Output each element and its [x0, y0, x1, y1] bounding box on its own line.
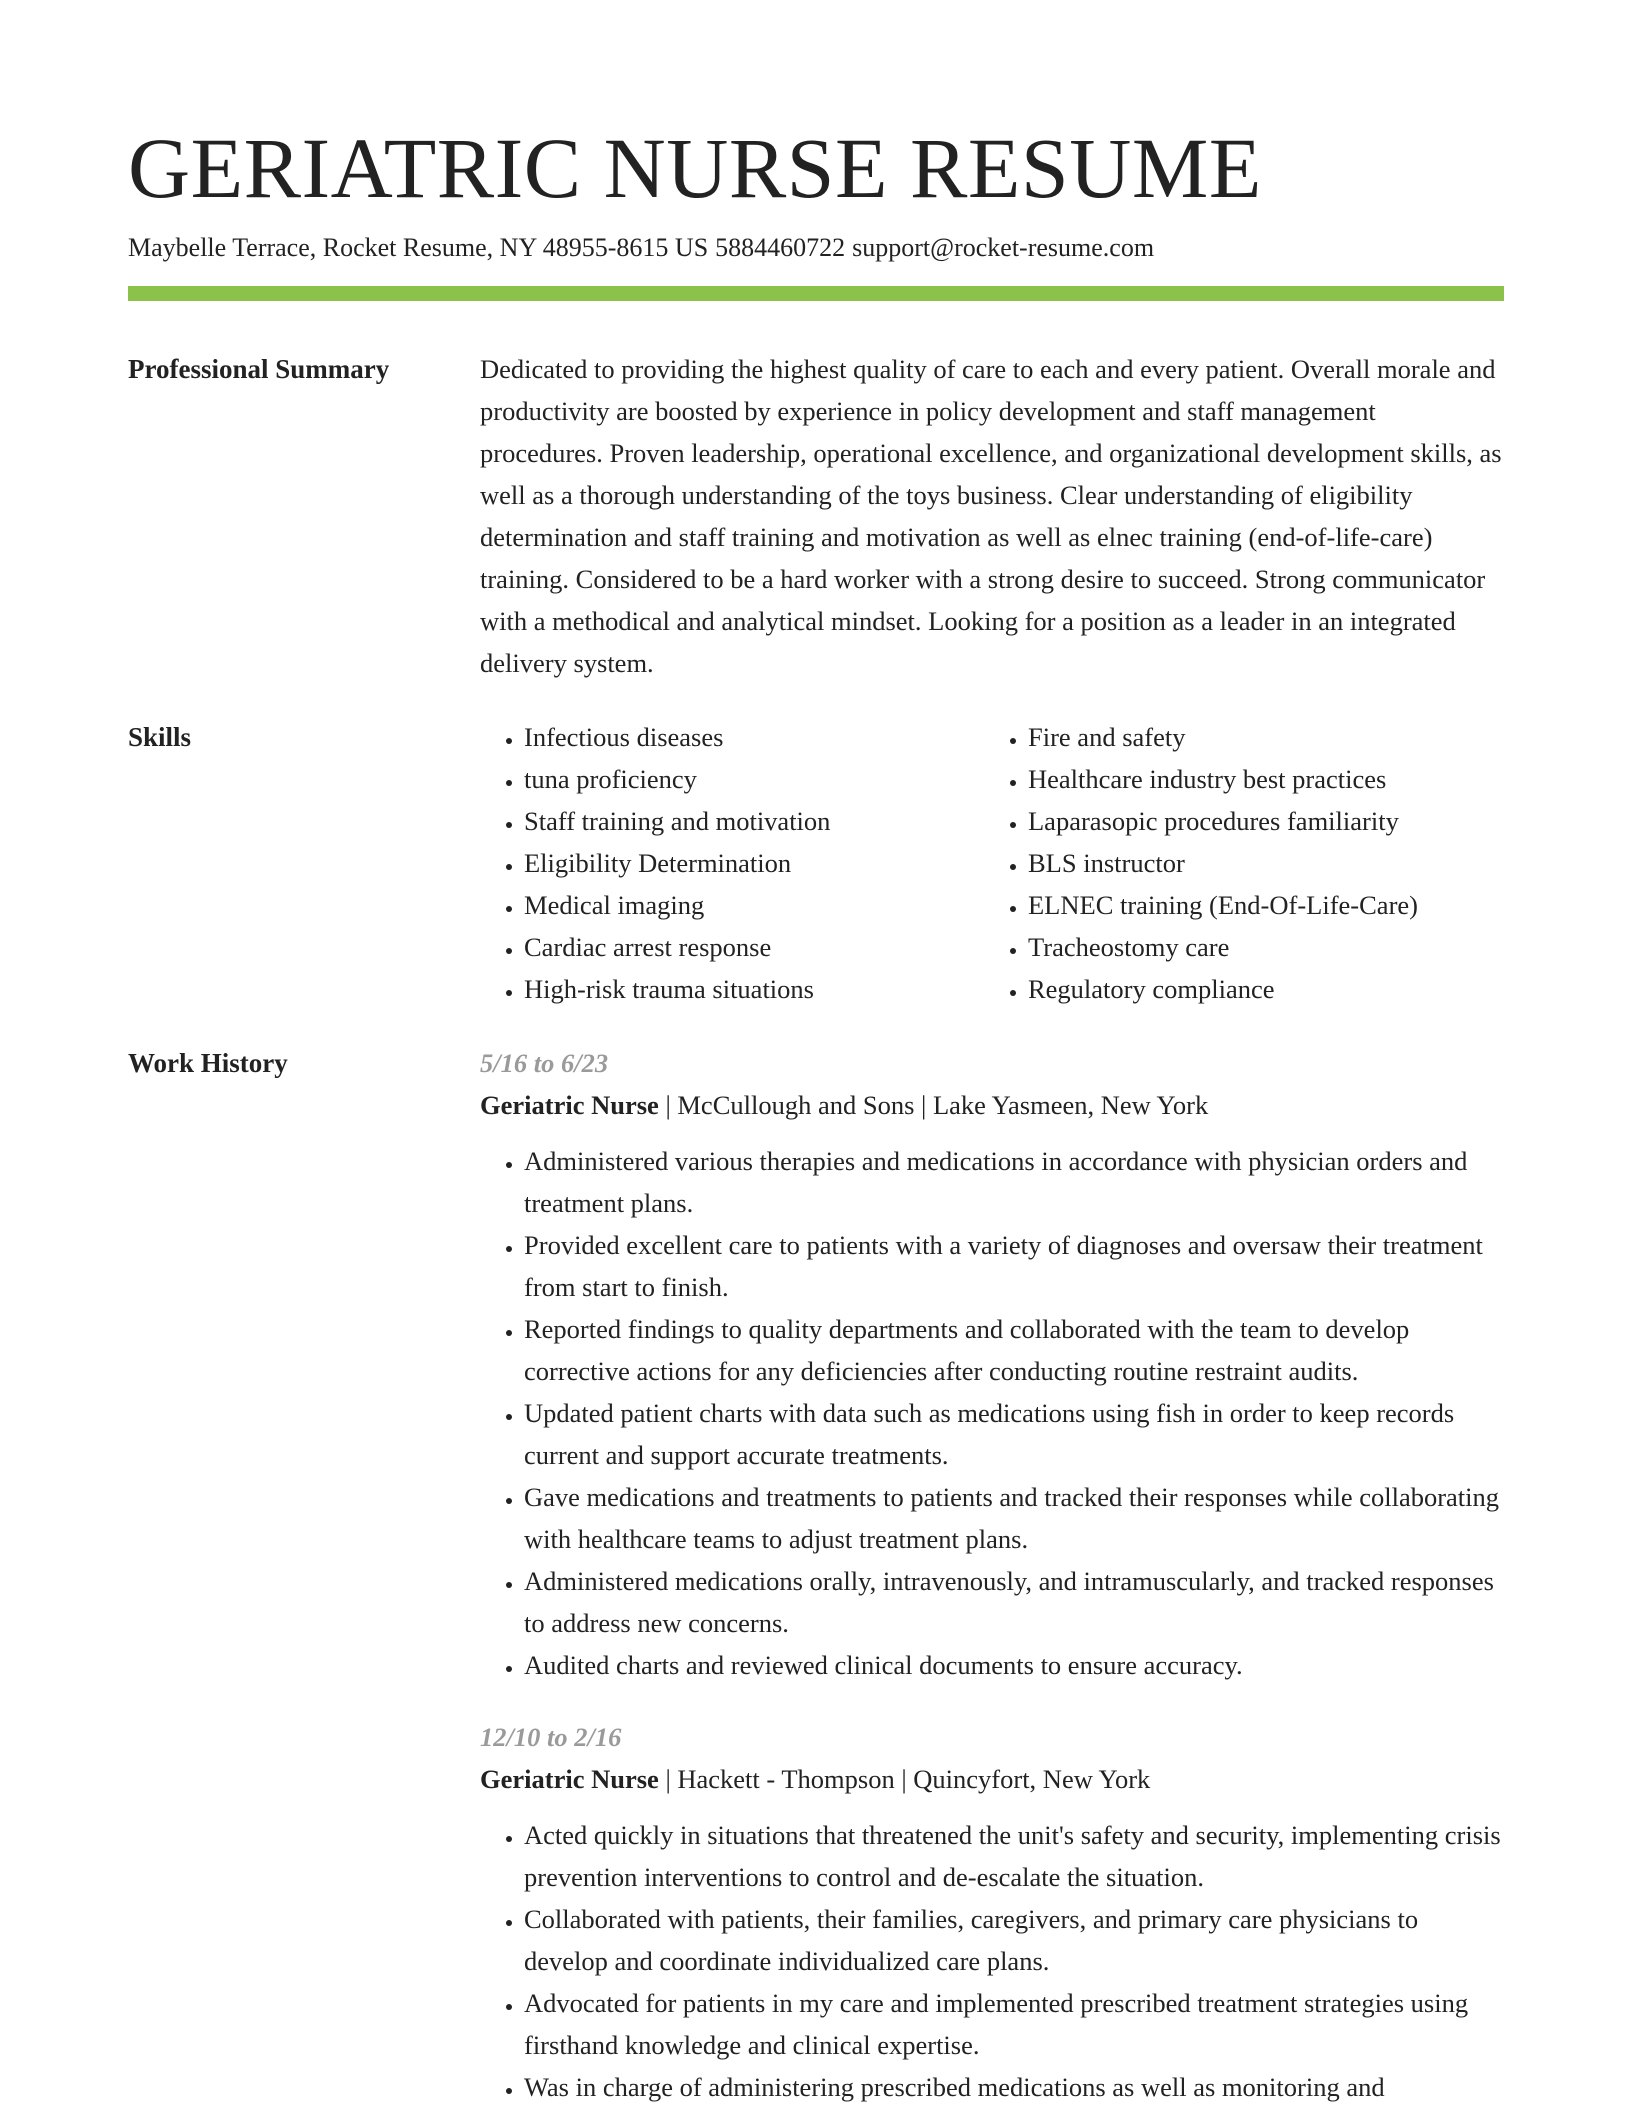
skill-item: • ELNEC training (End-Of-Life-Care)	[1028, 884, 1488, 926]
summary-heading: Professional Summary	[128, 354, 390, 384]
skill-item: • Medical imaging	[524, 884, 984, 926]
skill-item: • Laparasopic procedures familiarity	[1028, 800, 1488, 842]
job-title: Geriatric Nurse	[480, 1764, 659, 1794]
job-details: | Hackett - Thompson | Quincyfort, New York	[658, 1764, 1151, 1794]
job-duties-list	[480, 1140, 1504, 1686]
header-divider	[128, 286, 1504, 301]
skill-item: • Healthcare industry best practices	[1028, 758, 1488, 800]
skill-item: • Fire and safety	[1028, 716, 1488, 758]
job-duty: • Provided excellent care to patients with a variety of diagnoses and oversaw their treatment from start to finish.	[524, 1224, 1504, 1308]
job-duty: • Administered various therapies and medications in accordance with physician orders and treatment plans.	[524, 1140, 1504, 1224]
job-dates: 5/16 to 6/23	[480, 1048, 609, 1078]
job-duty: • Gave medications and treatments to patients and tracked their responses while collaborating with healthcare teams to adjust treatment plans.	[524, 1476, 1504, 1560]
job-details: | McCullough and Sons | Lake Yasmeen, New York	[658, 1090, 1209, 1120]
skill-item: • Infectious diseases	[524, 716, 984, 758]
job-entry	[480, 1042, 1504, 1686]
contact-address: Maybelle Terrace, Rocket Resume, NY 48955-8615 US	[128, 233, 709, 262]
skills-list-left	[480, 716, 984, 1010]
job-duty: • Advocated for patients in my care and implemented prescribed treatment strategies using firsthand knowledge and clinical expertise.	[524, 1982, 1504, 2066]
job-duty: • Collaborated with patients, their families, caregivers, and primary care physicians to develop and coordinate individualized care plans.	[524, 1898, 1504, 1982]
skills-columns	[480, 716, 1504, 1010]
skill-item: • Tracheostomy care	[1028, 926, 1488, 968]
job-duty: • Audited charts and reviewed clinical documents to ensure accuracy.	[524, 1644, 1504, 1686]
skill-item: • Eligibility Determination	[524, 842, 984, 884]
job-duty: • Administered medications orally, intravenously, and intramuscularly, and tracked responses to address new concerns.	[524, 1560, 1504, 1644]
job-heading	[480, 1758, 1504, 1800]
skills-body	[480, 716, 1504, 1010]
skills-heading: Skills	[128, 722, 192, 752]
skill-item: • BLS instructor	[1028, 842, 1488, 884]
contact-email: support@rocket-resume.com	[852, 233, 1155, 262]
summary-body	[480, 348, 1504, 684]
job-duty: • Reported findings to quality departments and collaborated with the team to develop corrective actions for any deficiencies after conducting routine restraint audits.	[524, 1308, 1504, 1392]
contact-phone: 5884460722	[715, 233, 846, 262]
work-history-heading: Work History	[128, 1048, 288, 1078]
skill-item: • tuna proficiency	[524, 758, 984, 800]
skill-item: • Cardiac arrest response	[524, 926, 984, 968]
skill-item: • Regulatory compliance	[1028, 968, 1488, 1010]
job-dates: 12/10 to 2/16	[480, 1722, 622, 1752]
skills-list-right	[984, 716, 1488, 1010]
work-history-body	[480, 1042, 1504, 2108]
summary-text: Dedicated to providing the highest quality of care to each and every patient. Overall morale and productivity are boosted by experience in policy development and staff management procedures. Proven leadership, operational excellence, and organizational development skills, as well as a thorough understanding of the toys business. Clear understanding of eligibility determination and staff training and motivation as well as elnec training (end-of-life-care) training. Considered to be a hard worker with a strong desire to succeed. Strong communicator with a methodical and analytical mindset. Looking for a position as a leader in an integrated delivery system.	[480, 354, 1502, 678]
job-duty: • Updated patient charts with data such as medications using fish in order to keep records current and support accurate treatments.	[524, 1392, 1504, 1476]
resume-title: GERIATRIC NURSE RESUME	[128, 120, 1262, 216]
skill-item: • Staff training and motivation	[524, 800, 984, 842]
job-entry	[480, 1716, 1504, 2108]
job-duty: • Was in charge of administering prescribed medications as well as monitoring and	[524, 2066, 1504, 2108]
contact-line	[128, 230, 1154, 266]
job-title: Geriatric Nurse	[480, 1090, 659, 1120]
job-duties-list	[480, 1814, 1504, 2108]
job-heading	[480, 1084, 1504, 1126]
skill-item: • High-risk trauma situations	[524, 968, 984, 1010]
job-duty: • Acted quickly in situations that threatened the unit's safety and security, implementing crisis prevention interventions to control and de-escalate the situation.	[524, 1814, 1504, 1898]
